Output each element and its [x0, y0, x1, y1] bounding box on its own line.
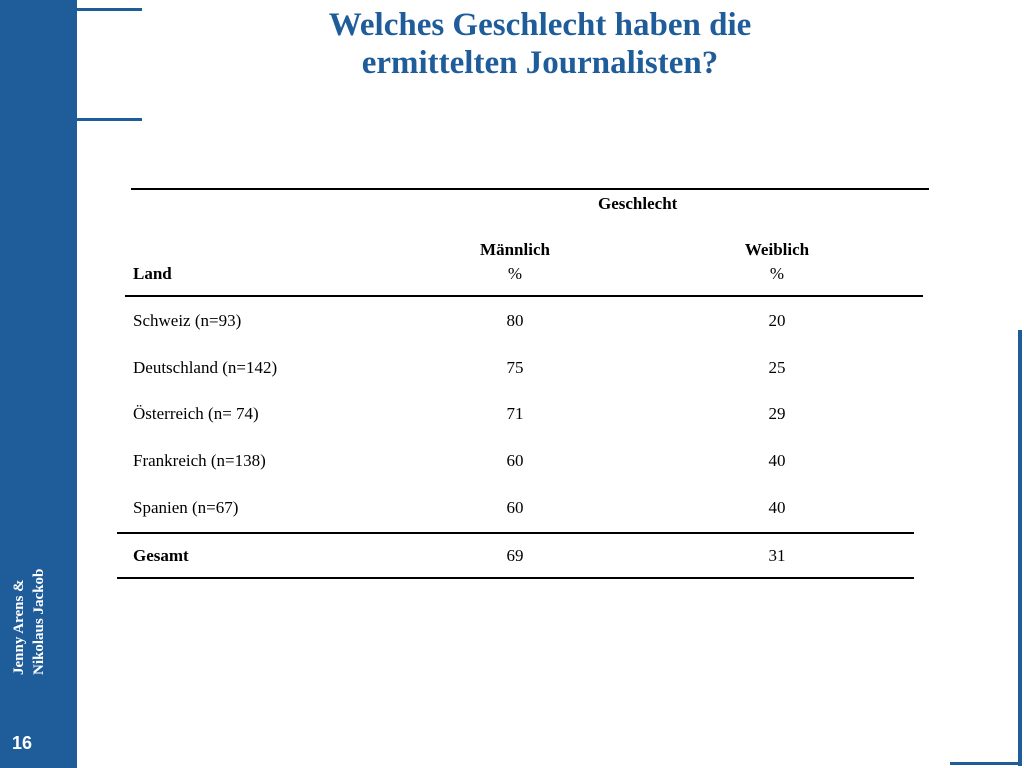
column-header-female: Weiblich	[744, 240, 810, 259]
sidebar	[0, 0, 77, 768]
table-row-female: 40	[768, 451, 786, 470]
table-rule-bottom	[117, 577, 914, 579]
column-header-female-unit: %	[769, 264, 785, 283]
table-row-male: 60	[506, 451, 524, 470]
table-row-male: 80	[506, 311, 524, 330]
deco-bracket-right-vertical	[1018, 330, 1022, 766]
page-number: 16	[12, 733, 33, 753]
table-row-land: Deutschland (n=142)	[133, 358, 278, 377]
table-total-male: 69	[506, 546, 524, 565]
table-row-land: Österreich (n= 74)	[133, 404, 259, 423]
table-row-female: 40	[768, 498, 786, 517]
column-header-land: Land	[133, 264, 172, 283]
table-row-male: 71	[506, 404, 524, 423]
table-rule-total	[117, 532, 914, 534]
deco-bracket-top-horizontal	[67, 8, 142, 11]
authors	[9, 569, 49, 675]
table-total-female: 31	[768, 546, 786, 565]
deco-bracket-mid-vertical	[67, 118, 71, 548]
table-total-land: Gesamt	[133, 546, 189, 565]
deco-bracket-right-horizontal	[950, 762, 1022, 765]
page-title	[150, 6, 930, 82]
page-title-line-1: Welches Geschlecht haben die	[328, 7, 752, 43]
table-row-female: 25	[768, 358, 786, 377]
table-rule-top	[131, 188, 929, 190]
column-header-male: Männlich	[480, 240, 550, 259]
table-row-land: Frankreich (n=138)	[133, 451, 266, 470]
group-header-geschlecht: Geschlecht	[598, 194, 678, 213]
table-rule-header	[125, 295, 923, 297]
author-line-1: Jenny Arens &	[11, 579, 27, 675]
column-header-male-unit: %	[507, 264, 523, 283]
deco-bracket-mid-horizontal	[67, 118, 142, 121]
page-title-line-2: ermittelten Journalisten?	[361, 45, 719, 81]
table-row-female: 29	[768, 404, 786, 423]
table-row-male: 60	[506, 498, 524, 517]
table-row-land: Spanien (n=67)	[133, 498, 239, 517]
table-row-female: 20	[768, 311, 786, 330]
table-row-land: Schweiz (n=93)	[133, 311, 242, 330]
deco-bracket-top-vertical	[67, 8, 71, 76]
author-line-2: Nikolaus Jackob	[31, 568, 47, 675]
table-row-male: 75	[506, 358, 524, 377]
